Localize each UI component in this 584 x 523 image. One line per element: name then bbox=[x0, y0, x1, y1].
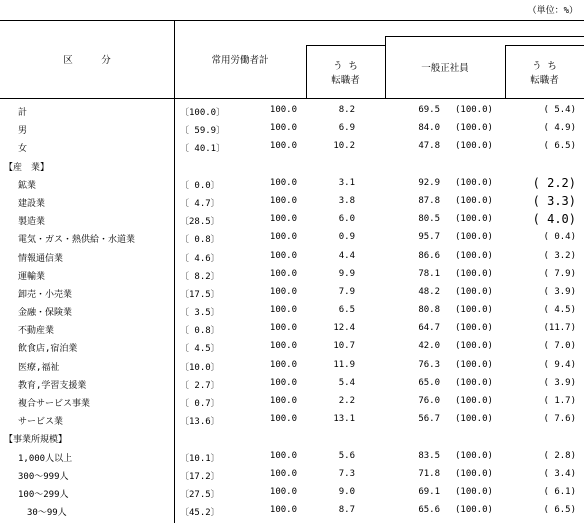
total-cell: 100.0 bbox=[269, 323, 297, 334]
row-label: 建設業 bbox=[18, 198, 46, 209]
share-cell: 〔 2.7〕 bbox=[180, 380, 220, 391]
table-row bbox=[0, 357, 584, 375]
share-cell: 〔 4.7〕 bbox=[180, 198, 220, 209]
regular-changers-cell: ( 6.1) bbox=[543, 486, 576, 497]
regular-changers-cell: ( 4.9) bbox=[543, 123, 576, 134]
total-cell: 100.0 bbox=[269, 141, 297, 152]
regular-staff-cell: 80.5 bbox=[418, 214, 440, 225]
changers-cell: 6.5 bbox=[338, 305, 355, 316]
share-cell: 〔10.0〕 bbox=[180, 362, 220, 373]
row-label: 教育,学習支援業 bbox=[18, 380, 87, 391]
regular-staff-cell: 76.3 bbox=[418, 359, 440, 370]
total-cell: 100.0 bbox=[269, 195, 297, 206]
regular-staff-cell: 65.6 bbox=[418, 505, 440, 516]
regular-staff-cell: 69.1 bbox=[418, 486, 440, 497]
row-label: サービス業 bbox=[18, 417, 64, 428]
table-row bbox=[0, 502, 584, 520]
changers-cell: 9.0 bbox=[338, 486, 355, 497]
table-row bbox=[0, 120, 584, 138]
changers-cell: 6.9 bbox=[338, 123, 355, 134]
regular-changers-cell: ( 2.2) bbox=[532, 175, 576, 190]
changers-cell: 5.4 bbox=[338, 377, 355, 388]
row-label: 金融・保険業 bbox=[18, 308, 73, 319]
category-header: 区 分 bbox=[63, 55, 111, 66]
total-cell: 100.0 bbox=[269, 232, 297, 243]
changers-cell: 12.4 bbox=[333, 323, 355, 334]
row-label: 男 bbox=[18, 126, 28, 137]
changers2-header-line2: 転職者 bbox=[530, 75, 559, 86]
regular-staff-cell: 65.0 bbox=[418, 377, 440, 388]
table-row bbox=[0, 229, 584, 247]
regular-changers-cell: ( 6.5) bbox=[543, 505, 576, 516]
share-cell: 〔 4.6〕 bbox=[180, 253, 220, 264]
total-cell: 100.0 bbox=[269, 105, 297, 115]
changers-cell: 7.9 bbox=[338, 286, 355, 297]
total-cell: 100.0 bbox=[269, 268, 297, 279]
table-row bbox=[0, 266, 584, 284]
regular-staff-cell: 86.6 bbox=[418, 250, 440, 261]
regular-changers-cell: ( 6.5) bbox=[543, 141, 576, 152]
regular-changers-cell: ( 7.6) bbox=[543, 414, 576, 425]
regular-staff-cell: 56.7 bbox=[418, 414, 440, 425]
changers-cell: 10.7 bbox=[333, 341, 355, 352]
regular-total-cell: (100.0) bbox=[455, 468, 493, 479]
share-cell: 〔13.6〕 bbox=[180, 417, 220, 428]
regular-total-cell: (100.0) bbox=[455, 105, 493, 115]
row-label: 運輸業 bbox=[18, 271, 46, 282]
header-mid-rule-left bbox=[306, 45, 385, 46]
share-cell: 〔17.2〕 bbox=[180, 471, 220, 482]
regular-changers-cell: ( 3.4) bbox=[543, 468, 576, 479]
table-row bbox=[0, 102, 584, 120]
changers-cell: 3.8 bbox=[338, 195, 355, 206]
changers-cell: 9.9 bbox=[338, 268, 355, 279]
regular-staff-cell: 80.8 bbox=[418, 305, 440, 316]
regular-total-cell: (100.0) bbox=[455, 486, 493, 497]
share-cell: 〔 0.7〕 bbox=[180, 399, 220, 409]
changers2-header-line1: う ち bbox=[532, 61, 557, 72]
regular-total-cell: (100.0) bbox=[455, 450, 493, 461]
header-top-rule bbox=[0, 20, 584, 21]
row-label: 計 bbox=[18, 108, 28, 118]
regular-total-cell: (100.0) bbox=[455, 123, 493, 134]
section-row bbox=[0, 157, 584, 175]
total-cell: 100.0 bbox=[269, 377, 297, 388]
regular-changers-cell: ( 4.5) bbox=[543, 305, 576, 316]
row-label: 鉱業 bbox=[18, 180, 37, 191]
regular-total-cell: (100.0) bbox=[455, 214, 493, 225]
table-row bbox=[0, 193, 584, 211]
regular-total-cell: (100.0) bbox=[455, 286, 493, 297]
share-cell: 〔 0.0〕 bbox=[180, 180, 220, 191]
section-label: 【産 業】 bbox=[4, 162, 50, 173]
total-cell: 100.0 bbox=[269, 396, 297, 406]
share-cell: 〔 4.5〕 bbox=[180, 344, 220, 355]
table-row bbox=[0, 375, 584, 393]
regular-total-cell: (100.0) bbox=[455, 377, 493, 388]
total-cell: 100.0 bbox=[269, 214, 297, 225]
header-mid-rule-right2 bbox=[505, 45, 584, 46]
regular-staff-cell: 71.8 bbox=[418, 468, 440, 479]
changers-cell: 11.9 bbox=[333, 359, 355, 370]
total-cell: 100.0 bbox=[269, 123, 297, 134]
changers-cell: 10.2 bbox=[333, 141, 355, 152]
regular-total-cell: (100.0) bbox=[455, 232, 493, 243]
regular-changers-cell: (11.7) bbox=[543, 323, 576, 334]
row-label: 情報通信業 bbox=[18, 253, 64, 264]
regular-staff-header: 一般正社員 bbox=[421, 63, 469, 74]
changers-cell: 2.2 bbox=[338, 396, 355, 406]
unit-note: （単位：%） bbox=[527, 6, 578, 16]
regular-total-cell: (100.0) bbox=[455, 305, 493, 316]
table-row bbox=[0, 411, 584, 429]
regular-staff-cell: 69.5 bbox=[418, 105, 440, 115]
share-cell: 〔 0.8〕 bbox=[180, 326, 220, 337]
table-row bbox=[0, 466, 584, 484]
changers-cell: 5.6 bbox=[338, 450, 355, 461]
share-cell: 〔 40.1〕 bbox=[180, 144, 226, 155]
changers-cell: 4.4 bbox=[338, 250, 355, 261]
regular-staff-cell: 92.9 bbox=[418, 177, 440, 188]
row-label: 医療,福祉 bbox=[18, 362, 60, 373]
share-cell: 〔27.5〕 bbox=[180, 489, 220, 500]
regular-changers-cell: ( 3.3) bbox=[532, 193, 576, 208]
regular-changers-cell: ( 3.9) bbox=[543, 286, 576, 297]
total-cell: 100.0 bbox=[269, 486, 297, 497]
regular-total-cell: (100.0) bbox=[455, 177, 493, 188]
table-row bbox=[0, 284, 584, 302]
regular-staff-cell: 76.0 bbox=[418, 396, 440, 406]
regular-total-cell: (100.0) bbox=[455, 505, 493, 516]
share-cell: 〔10.1〕 bbox=[180, 453, 220, 464]
row-label: 女 bbox=[18, 144, 28, 155]
changers-header-line1: う ち bbox=[333, 61, 358, 72]
total-cell: 100.0 bbox=[269, 286, 297, 297]
total-cell: 100.0 bbox=[269, 341, 297, 352]
table-row bbox=[0, 393, 584, 411]
changers-cell: 8.2 bbox=[338, 105, 355, 115]
share-cell: 〔28.5〕 bbox=[180, 217, 220, 228]
table-row bbox=[0, 302, 584, 320]
row-label: 30～99人 bbox=[18, 508, 67, 519]
section-row bbox=[0, 429, 584, 447]
regular-changers-cell: ( 2.8) bbox=[543, 450, 576, 461]
regular-total-cell: (100.0) bbox=[455, 250, 493, 261]
total-cell: 100.0 bbox=[269, 414, 297, 425]
share-cell: 〔100.0〕 bbox=[180, 108, 226, 118]
regular-total-cell: (100.0) bbox=[455, 414, 493, 425]
share-cell: 〔 59.9〕 bbox=[180, 126, 226, 137]
regular-total-cell: (100.0) bbox=[455, 341, 493, 352]
regular-staff-cell: 78.1 bbox=[418, 268, 440, 279]
regular-changers-cell: ( 3.9) bbox=[543, 377, 576, 388]
regular-staff-cell: 84.0 bbox=[418, 123, 440, 134]
changers-cell: 7.3 bbox=[338, 468, 355, 479]
total-cell: 100.0 bbox=[269, 305, 297, 316]
row-label: 卸売・小売業 bbox=[18, 289, 73, 300]
table-row bbox=[0, 338, 584, 356]
regular-total-cell: (100.0) bbox=[455, 195, 493, 206]
regular-total-cell: (100.0) bbox=[455, 141, 493, 152]
share-cell: 〔17.5〕 bbox=[180, 289, 220, 300]
table-row bbox=[0, 320, 584, 338]
share-cell: 〔 8.2〕 bbox=[180, 271, 220, 282]
table-row bbox=[0, 138, 584, 156]
regular-total-cell: (100.0) bbox=[455, 323, 493, 334]
regular-staff-cell: 42.0 bbox=[418, 341, 440, 352]
regular-changers-cell: ( 0.4) bbox=[543, 232, 576, 243]
regular-staff-cell: 83.5 bbox=[418, 450, 440, 461]
share-cell: 〔 3.5〕 bbox=[180, 308, 220, 319]
regular-staff-cell: 95.7 bbox=[418, 232, 440, 243]
total-cell: 100.0 bbox=[269, 359, 297, 370]
regular-total-header: 常用労働者計 bbox=[211, 55, 269, 66]
table-body bbox=[0, 98, 584, 520]
changers-cell: 3.1 bbox=[338, 177, 355, 188]
regular-staff-cell: 64.7 bbox=[418, 323, 440, 334]
table-row bbox=[0, 448, 584, 466]
table-header bbox=[0, 20, 584, 98]
changers-cell: 13.1 bbox=[333, 414, 355, 425]
changers-header-line2: 転職者 bbox=[331, 75, 360, 86]
table-row bbox=[0, 211, 584, 229]
row-label: 複合サービス事業 bbox=[18, 399, 91, 409]
regular-changers-cell: ( 7.9) bbox=[543, 268, 576, 279]
header-mid-rule-right bbox=[385, 36, 584, 37]
row-label: 100～299人 bbox=[18, 489, 69, 500]
total-cell: 100.0 bbox=[269, 250, 297, 261]
total-cell: 100.0 bbox=[269, 505, 297, 516]
row-label: 1,000人以上 bbox=[18, 453, 73, 464]
regular-changers-cell: ( 4.0) bbox=[532, 212, 576, 227]
regular-total-cell: (100.0) bbox=[455, 359, 493, 370]
row-label: 電気・ガス・熱供給・水道業 bbox=[18, 235, 136, 246]
regular-staff-cell: 48.2 bbox=[418, 286, 440, 297]
total-cell: 100.0 bbox=[269, 450, 297, 461]
regular-changers-cell: ( 1.7) bbox=[543, 396, 576, 406]
regular-changers-cell: ( 9.4) bbox=[543, 359, 576, 370]
row-label: 飲食店,宿泊業 bbox=[18, 344, 78, 355]
regular-staff-cell: 87.8 bbox=[418, 195, 440, 206]
row-label: 製造業 bbox=[18, 217, 46, 228]
changers-cell: 8.7 bbox=[338, 505, 355, 516]
regular-changers-cell: ( 7.0) bbox=[543, 341, 576, 352]
share-cell: 〔 0.8〕 bbox=[180, 235, 220, 246]
share-cell: 〔45.2〕 bbox=[180, 508, 220, 519]
table-row bbox=[0, 484, 584, 502]
section-label: 【事業所規模】 bbox=[4, 435, 68, 446]
row-label: 不動産業 bbox=[18, 326, 55, 337]
changers-cell: 6.0 bbox=[338, 214, 355, 225]
regular-changers-cell: ( 5.4) bbox=[543, 105, 576, 115]
total-cell: 100.0 bbox=[269, 177, 297, 188]
table-row bbox=[0, 175, 584, 193]
table-row bbox=[0, 248, 584, 266]
changers-cell: 0.9 bbox=[338, 232, 355, 243]
regular-total-cell: (100.0) bbox=[455, 396, 493, 406]
regular-changers-cell: ( 3.2) bbox=[543, 250, 576, 261]
total-cell: 100.0 bbox=[269, 468, 297, 479]
regular-staff-cell: 47.8 bbox=[418, 141, 440, 152]
regular-total-cell: (100.0) bbox=[455, 268, 493, 279]
row-label: 300～999人 bbox=[18, 471, 69, 482]
